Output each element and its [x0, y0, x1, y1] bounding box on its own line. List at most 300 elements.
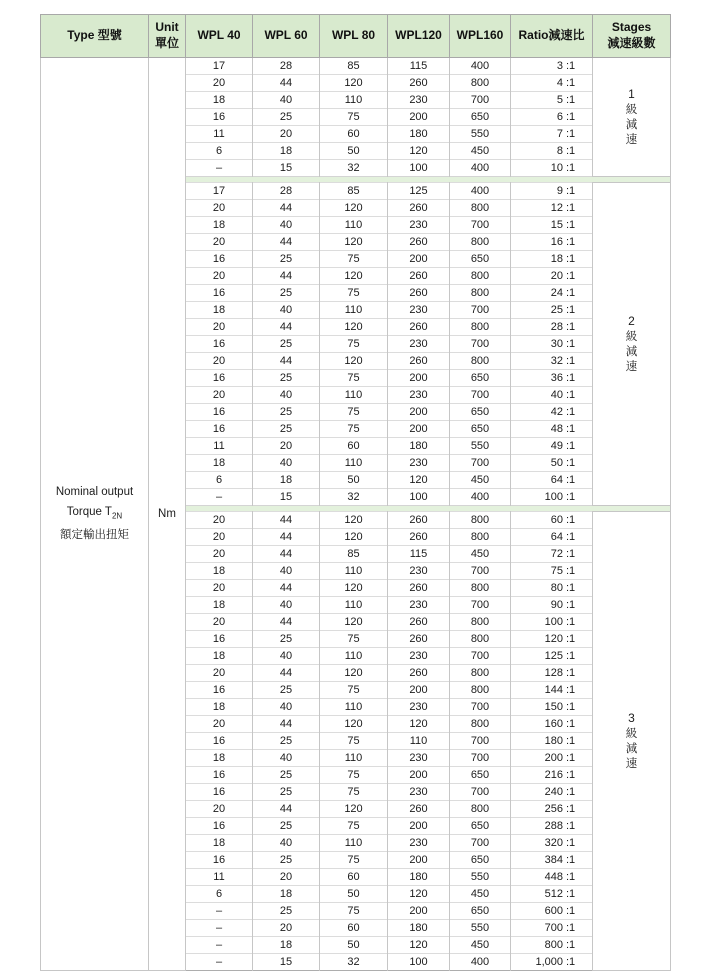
stage-cell-2: [593, 183, 671, 506]
torque-value-cell: 32: [320, 160, 388, 177]
torque-value-cell: 180: [388, 438, 450, 455]
column-header-stages: [593, 15, 671, 58]
torque-value-cell: 400: [450, 160, 511, 177]
ratio-cell: [511, 285, 593, 302]
torque-value-cell: 400: [450, 489, 511, 506]
ratio-suffix: :1: [566, 888, 576, 900]
torque-value-cell: 75: [320, 903, 388, 920]
torque-value-cell: –: [186, 903, 253, 920]
torque-value-cell: 260: [388, 285, 450, 302]
torque-value-cell: 75: [320, 784, 388, 801]
torque-value-cell: 11: [186, 126, 253, 143]
ratio-cell: [511, 404, 593, 421]
ratio-suffix: :1: [566, 338, 576, 350]
header-row: [41, 15, 671, 58]
torque-value-cell: 60: [320, 920, 388, 937]
ratio-cell: [511, 234, 593, 251]
torque-value-cell: 260: [388, 614, 450, 631]
type-label-line-1: Nominal output: [55, 485, 134, 498]
torque-value-cell: 110: [320, 835, 388, 852]
torque-value-cell: 700: [450, 92, 511, 109]
ratio-cell: [511, 580, 593, 597]
ratio-cell: [511, 200, 593, 217]
ratio-cell: [511, 597, 593, 614]
ratio-suffix: :1: [566, 372, 576, 384]
ratio-number: 160: [544, 718, 563, 730]
torque-value-cell: 700: [450, 387, 511, 404]
ratio-suffix: :1: [566, 202, 576, 214]
torque-value-cell: 110: [320, 597, 388, 614]
torque-value-cell: 800: [450, 614, 511, 631]
torque-value-cell: 25: [253, 818, 320, 835]
ratio-number: 28: [550, 321, 563, 333]
table-body: [41, 58, 671, 971]
ratio-cell: [511, 614, 593, 631]
ratio-cell: [511, 750, 593, 767]
ratio-number: 240: [544, 786, 563, 798]
ratio-number: 125: [544, 650, 563, 662]
ratio-suffix: :1: [566, 128, 576, 140]
torque-value-cell: 120: [320, 614, 388, 631]
ratio-cell: [511, 92, 593, 109]
torque-value-cell: 17: [186, 183, 253, 200]
torque-value-cell: 85: [320, 183, 388, 200]
ratio-cell: [511, 268, 593, 285]
ratio-cell: [511, 529, 593, 546]
type-label-torque-text: Torque T: [66, 505, 112, 518]
ratio-cell: [511, 160, 593, 177]
torque-value-cell: 120: [320, 580, 388, 597]
ratio-number: 4: [556, 77, 563, 89]
ratio-number: 32: [550, 355, 563, 367]
torque-value-cell: 20: [186, 546, 253, 563]
torque-value-cell: 650: [450, 903, 511, 920]
torque-value-cell: 75: [320, 285, 388, 302]
stage-char: 速: [625, 134, 638, 146]
torque-value-cell: 230: [388, 784, 450, 801]
torque-value-cell: 650: [450, 421, 511, 438]
torque-value-cell: 75: [320, 336, 388, 353]
torque-value-cell: 20: [186, 716, 253, 733]
torque-value-cell: 120: [388, 886, 450, 903]
torque-value-cell: 230: [388, 699, 450, 716]
torque-value-cell: 40: [253, 648, 320, 665]
ratio-cell: [511, 387, 593, 404]
torque-value-cell: 18: [186, 563, 253, 580]
ratio-suffix: :1: [566, 60, 576, 72]
ratio-number: 200: [544, 752, 563, 764]
torque-value-cell: 650: [450, 818, 511, 835]
ratio-suffix: :1: [566, 633, 576, 645]
torque-value-cell: 230: [388, 750, 450, 767]
column-header-line: WPL 40: [197, 28, 241, 43]
ratio-cell: [511, 954, 593, 971]
ratio-number: 384: [544, 854, 563, 866]
column-header-wpl160: [450, 15, 511, 58]
ratio-cell: [511, 109, 593, 126]
torque-value-cell: 800: [450, 631, 511, 648]
ratio-number: 75: [550, 565, 563, 577]
ratio-suffix: :1: [566, 718, 576, 730]
torque-value-cell: –: [186, 489, 253, 506]
torque-value-cell: 75: [320, 852, 388, 869]
ratio-cell: [511, 319, 593, 336]
torque-value-cell: 16: [186, 336, 253, 353]
torque-value-cell: 200: [388, 767, 450, 784]
torque-value-cell: 450: [450, 472, 511, 489]
ratio-number: 90: [550, 599, 563, 611]
ratio-suffix: :1: [566, 531, 576, 543]
torque-value-cell: 16: [186, 370, 253, 387]
ratio-suffix: :1: [566, 939, 576, 951]
torque-value-cell: 120: [320, 234, 388, 251]
torque-value-cell: 700: [450, 784, 511, 801]
ratio-number: 100: [544, 491, 563, 503]
torque-value-cell: 230: [388, 648, 450, 665]
ratio-number: 180: [544, 735, 563, 747]
torque-value-cell: 75: [320, 251, 388, 268]
ratio-number: 256: [544, 803, 563, 815]
ratio-number: 80: [550, 582, 563, 594]
ratio-suffix: :1: [566, 406, 576, 418]
torque-value-cell: 800: [450, 200, 511, 217]
torque-value-cell: 110: [320, 648, 388, 665]
ratio-number: 10: [550, 162, 563, 174]
torque-value-cell: 40: [253, 387, 320, 404]
torque-value-cell: 260: [388, 268, 450, 285]
ratio-suffix: :1: [566, 253, 576, 265]
ratio-suffix: :1: [566, 423, 576, 435]
torque-value-cell: 110: [320, 387, 388, 404]
torque-value-cell: 800: [450, 319, 511, 336]
column-header-wpl80: [320, 15, 388, 58]
ratio-cell: [511, 631, 593, 648]
stage-cell-3: [593, 512, 671, 971]
type-label-torque-subscript: 2N: [111, 511, 123, 521]
ratio-suffix: :1: [566, 111, 576, 123]
ratio-number: 7: [556, 128, 563, 140]
torque-value-cell: 18: [186, 699, 253, 716]
torque-value-cell: 230: [388, 835, 450, 852]
stage-char: 減: [625, 119, 638, 131]
torque-value-cell: 44: [253, 614, 320, 631]
torque-value-cell: 44: [253, 234, 320, 251]
torque-value-cell: 32: [320, 954, 388, 971]
torque-value-cell: 20: [186, 387, 253, 404]
ratio-suffix: :1: [566, 355, 576, 367]
torque-value-cell: 18: [253, 937, 320, 954]
torque-value-cell: 20: [186, 268, 253, 285]
torque-value-cell: 200: [388, 404, 450, 421]
ratio-number: 800: [544, 939, 563, 951]
torque-value-cell: 100: [388, 954, 450, 971]
column-header-line: WPL160: [456, 28, 504, 43]
torque-value-cell: 110: [320, 699, 388, 716]
torque-value-cell: 700: [450, 750, 511, 767]
torque-value-cell: 20: [186, 801, 253, 818]
torque-value-cell: 100: [388, 160, 450, 177]
ratio-suffix: :1: [566, 752, 576, 764]
stage-number: 2: [628, 314, 635, 328]
torque-value-cell: 75: [320, 767, 388, 784]
ratio-number: 16: [550, 236, 563, 248]
torque-value-cell: 120: [388, 472, 450, 489]
ratio-cell: [511, 512, 593, 529]
torque-value-cell: 44: [253, 546, 320, 563]
torque-value-cell: 800: [450, 512, 511, 529]
torque-value-cell: 75: [320, 370, 388, 387]
torque-value-cell: 25: [253, 404, 320, 421]
torque-value-cell: 120: [388, 143, 450, 160]
torque-value-cell: 25: [253, 733, 320, 750]
torque-value-cell: 260: [388, 529, 450, 546]
ratio-cell: [511, 143, 593, 160]
ratio-suffix: :1: [566, 701, 576, 713]
torque-value-cell: 800: [450, 75, 511, 92]
ratio-suffix: :1: [566, 616, 576, 628]
ratio-cell: [511, 818, 593, 835]
ratio-cell: [511, 353, 593, 370]
torque-value-cell: 20: [186, 200, 253, 217]
torque-value-cell: 230: [388, 455, 450, 472]
torque-value-cell: 115: [388, 58, 450, 75]
ratio-suffix: :1: [566, 769, 576, 781]
ratio-cell: [511, 370, 593, 387]
ratio-cell: [511, 472, 593, 489]
column-header-line: Stages: [611, 20, 652, 35]
torque-value-cell: 110: [320, 455, 388, 472]
ratio-suffix: :1: [566, 236, 576, 248]
ratio-number: 6: [556, 111, 563, 123]
torque-value-cell: 20: [253, 438, 320, 455]
torque-value-cell: 800: [450, 801, 511, 818]
torque-value-cell: 180: [388, 920, 450, 937]
ratio-suffix: :1: [566, 219, 576, 231]
torque-value-cell: 20: [186, 353, 253, 370]
ratio-number: 288: [544, 820, 563, 832]
torque-value-cell: 800: [450, 580, 511, 597]
ratio-number: 12: [550, 202, 563, 214]
table-header: [41, 15, 671, 58]
torque-value-cell: 16: [186, 767, 253, 784]
unit-value: Nm: [158, 508, 176, 520]
torque-value-cell: 18: [186, 455, 253, 472]
ratio-number: 512: [544, 888, 563, 900]
torque-value-cell: 16: [186, 631, 253, 648]
torque-value-cell: 230: [388, 563, 450, 580]
ratio-cell: [511, 75, 593, 92]
torque-value-cell: 18: [253, 886, 320, 903]
torque-value-cell: 260: [388, 665, 450, 682]
torque-value-cell: 800: [450, 353, 511, 370]
ratio-cell: [511, 784, 593, 801]
torque-value-cell: 44: [253, 580, 320, 597]
torque-value-cell: 16: [186, 421, 253, 438]
ratio-number: 24: [550, 287, 563, 299]
ratio-suffix: :1: [566, 389, 576, 401]
column-header-line: WPL 80: [331, 28, 376, 43]
torque-value-cell: 120: [320, 319, 388, 336]
torque-value-cell: 40: [253, 217, 320, 234]
ratio-suffix: :1: [566, 871, 576, 883]
column-header-ratio: [511, 15, 593, 58]
torque-value-cell: 120: [388, 937, 450, 954]
ratio-suffix: :1: [566, 650, 576, 662]
torque-value-cell: 400: [450, 954, 511, 971]
ratio-cell: [511, 852, 593, 869]
torque-value-cell: 40: [253, 455, 320, 472]
torque-value-cell: 200: [388, 421, 450, 438]
ratio-number: 64: [550, 474, 563, 486]
torque-value-cell: 550: [450, 438, 511, 455]
torque-value-cell: 25: [253, 767, 320, 784]
ratio-cell: [511, 903, 593, 920]
ratio-cell: [511, 58, 593, 75]
column-header-line: 減速級數: [607, 36, 656, 50]
torque-value-cell: 125: [388, 183, 450, 200]
torque-value-cell: 200: [388, 370, 450, 387]
torque-value-cell: 650: [450, 251, 511, 268]
stage-char: 速: [625, 361, 638, 373]
torque-value-cell: 230: [388, 302, 450, 319]
torque-value-cell: 700: [450, 835, 511, 852]
ratio-number: 42: [550, 406, 563, 418]
ratio-number: 216: [544, 769, 563, 781]
torque-value-cell: –: [186, 937, 253, 954]
ratio-suffix: :1: [566, 185, 576, 197]
torque-value-cell: 25: [253, 285, 320, 302]
torque-value-cell: 260: [388, 319, 450, 336]
torque-value-cell: 700: [450, 217, 511, 234]
torque-value-cell: 75: [320, 421, 388, 438]
stage-cell-1: [593, 58, 671, 177]
ratio-suffix: :1: [566, 491, 576, 503]
ratio-number: 60: [550, 514, 563, 526]
torque-value-cell: 800: [450, 234, 511, 251]
table-container: [40, 14, 671, 971]
ratio-suffix: :1: [566, 287, 576, 299]
torque-value-cell: –: [186, 954, 253, 971]
torque-value-cell: 20: [186, 665, 253, 682]
column-header-line: WPL120: [395, 28, 442, 43]
torque-value-cell: 230: [388, 217, 450, 234]
ratio-cell: [511, 217, 593, 234]
stage-number: 3: [628, 711, 635, 725]
torque-value-cell: 120: [320, 75, 388, 92]
torque-value-cell: 650: [450, 109, 511, 126]
torque-value-cell: 18: [186, 750, 253, 767]
ratio-suffix: :1: [566, 457, 576, 469]
torque-value-cell: 32: [320, 489, 388, 506]
torque-value-cell: 40: [253, 699, 320, 716]
torque-value-cell: 100: [388, 489, 450, 506]
torque-value-cell: 260: [388, 353, 450, 370]
torque-value-cell: 25: [253, 631, 320, 648]
ratio-suffix: :1: [566, 77, 576, 89]
ratio-number: 64: [550, 531, 563, 543]
ratio-number: 20: [550, 270, 563, 282]
torque-value-cell: 650: [450, 370, 511, 387]
torque-value-cell: 800: [450, 665, 511, 682]
torque-value-cell: 25: [253, 251, 320, 268]
torque-value-cell: 25: [253, 682, 320, 699]
torque-value-cell: 28: [253, 183, 320, 200]
ratio-cell: [511, 869, 593, 886]
ratio-suffix: :1: [566, 854, 576, 866]
torque-value-cell: 260: [388, 512, 450, 529]
ratio-suffix: :1: [566, 735, 576, 747]
torque-value-cell: 44: [253, 353, 320, 370]
ratio-number: 9: [556, 185, 563, 197]
column-header-wpl60: [253, 15, 320, 58]
torque-value-cell: 20: [253, 920, 320, 937]
torque-value-cell: 230: [388, 387, 450, 404]
nominal-output-torque-label: [41, 58, 149, 971]
torque-value-cell: 200: [388, 852, 450, 869]
torque-value-cell: 650: [450, 404, 511, 421]
torque-value-cell: 230: [388, 336, 450, 353]
torque-value-cell: 400: [450, 58, 511, 75]
torque-value-cell: 120: [320, 529, 388, 546]
torque-value-cell: 700: [450, 597, 511, 614]
torque-value-cell: 44: [253, 529, 320, 546]
ratio-cell: [511, 648, 593, 665]
torque-value-cell: 44: [253, 716, 320, 733]
ratio-number: 150: [544, 701, 563, 713]
torque-value-cell: 550: [450, 920, 511, 937]
torque-value-cell: 700: [450, 733, 511, 750]
torque-value-cell: 230: [388, 597, 450, 614]
torque-value-cell: 25: [253, 370, 320, 387]
torque-value-cell: 700: [450, 699, 511, 716]
torque-value-cell: 11: [186, 869, 253, 886]
ratio-cell: [511, 682, 593, 699]
torque-value-cell: 15: [253, 954, 320, 971]
torque-value-cell: 450: [450, 937, 511, 954]
torque-value-cell: 18: [186, 92, 253, 109]
torque-value-cell: 450: [450, 546, 511, 563]
ratio-suffix: :1: [566, 304, 576, 316]
torque-value-cell: 25: [253, 852, 320, 869]
ratio-number: 5: [556, 94, 563, 106]
torque-value-cell: 650: [450, 767, 511, 784]
ratio-suffix: :1: [566, 684, 576, 696]
column-header-wpl40: [186, 15, 253, 58]
torque-value-cell: 700: [450, 455, 511, 472]
type-label-line-3: 額定輸出扭矩: [60, 529, 129, 542]
torque-value-cell: 550: [450, 869, 511, 886]
ratio-number: 144: [544, 684, 563, 696]
torque-value-cell: 15: [253, 160, 320, 177]
ratio-suffix: :1: [566, 145, 576, 157]
torque-value-cell: 200: [388, 818, 450, 835]
column-header-line: WPL 60: [264, 28, 308, 43]
ratio-number: 30: [550, 338, 563, 350]
torque-value-cell: 15: [253, 489, 320, 506]
ratio-cell: [511, 489, 593, 506]
torque-value-cell: 40: [253, 302, 320, 319]
torque-value-cell: 18: [253, 143, 320, 160]
ratio-number: 100: [544, 616, 563, 628]
torque-value-cell: 17: [186, 58, 253, 75]
ratio-number: 15: [550, 219, 563, 231]
torque-value-cell: 18: [186, 648, 253, 665]
ratio-number: 50: [550, 457, 563, 469]
torque-value-cell: 110: [320, 750, 388, 767]
torque-value-cell: 20: [186, 614, 253, 631]
torque-value-cell: 18: [186, 835, 253, 852]
type-label-line-2: [41, 505, 148, 523]
